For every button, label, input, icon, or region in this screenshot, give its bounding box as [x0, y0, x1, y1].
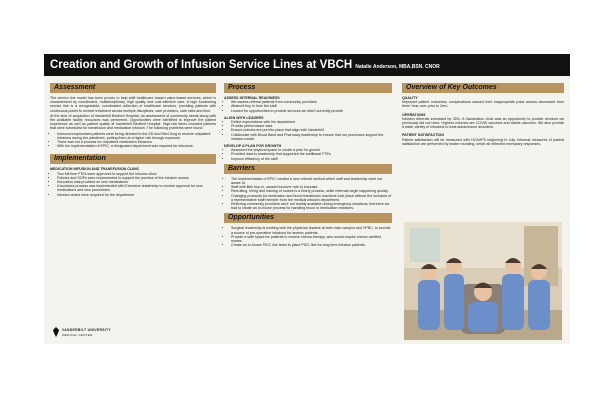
list-item: • Infusion chairs were acquired for the department: [57, 193, 216, 197]
list-item: • Policies and SOPs were implemented to support the practice of the infusion nurses: [57, 176, 216, 180]
poster-title: Creation and Growth of Infusion Service Lines at VBCH: [50, 59, 353, 71]
process-subheading: ASSESS INTERNAL READINESS: [224, 96, 280, 100]
list-item: • Provide a safe space for patients to receive chemo-therapy, who would require chemo certified nurses.: [231, 235, 392, 243]
list-item: • Collaborate with Blood Bank and Pharmacy leadership to ensure that our processes support the infusion model.: [231, 133, 392, 141]
process-body: [224, 96, 392, 161]
list-item: • There was not a process for outpatient medication infusions: [57, 140, 216, 144]
implementation-header: Implementation: [50, 154, 216, 164]
assessment-bullets: [50, 132, 216, 149]
list-item: • Attained buy in from the staff: [231, 104, 392, 108]
opportunities-bullets: [224, 226, 392, 247]
list-item: • Two full time FTEs were approved to support the infusion clinic: [57, 172, 216, 176]
list-item: • Referring community providers were not readily available during emergency situations, therefore we had to create an in-house process for handling blood or medication reactions.: [231, 202, 392, 210]
implementation-subheading: MEDICATION INFUSION AND TRANSFUSION CLINIC: [50, 167, 140, 172]
assessment-header: Assessment: [50, 83, 216, 93]
list-item: • Staff with little buy-in, caused turnover rate to increase.: [231, 185, 392, 189]
assessment-paragraph: The service line model has been proven to help shift healthcare toward value-based services, which is characterized by coordinated, multidisciplinary, high quality and cost-effective care. A high functioning service line is a recognizable, coordinated collection of healthcare services, providing patients with continuous points to receive treatment across multiple disciplines, care providers, care sites and time.: [50, 96, 216, 113]
outcomes-subheading: QUALITY: [402, 96, 418, 100]
implementation-bullets: [50, 172, 216, 197]
outcomes-text: Improved patient outcomes; complications caused from inappropriate ports access decreased from three Year-over-prior to Zero.: [402, 100, 564, 109]
opportunities-body: [224, 226, 392, 247]
barriers-header: Barriers: [224, 164, 392, 174]
logo-line-2: MEDICAL CENTER: [62, 333, 93, 337]
process-bullets: [224, 100, 392, 113]
outcomes-header: Overview of Key Outcomes: [402, 83, 564, 93]
list-item: • Recruiting, hiring and training of nurses is a timely process, while referrals begin happening quickly.: [231, 189, 392, 193]
process-subheading: ALIGN WITH LEADERS: [224, 115, 264, 120]
list-item: • Education was provided on new medications: [57, 180, 216, 184]
list-item: • Provided data to leadership that supported the additional FTEs: [231, 152, 392, 156]
assessment-body: [50, 96, 216, 148]
list-item: • Changing protocols for medication and blood transfusion reactions took place without the inclusion of a representative staff member from the medical infusion department.: [231, 194, 392, 202]
column-right: [402, 83, 564, 147]
outcomes-text: Patient satisfaction will be measured with HCAHPS beginning in July. Informal measures of patient satisfaction are performed by leader rounding, which all reflected exemplary responses.: [402, 137, 564, 146]
process-bullets: [224, 148, 392, 161]
process-subheading: DEVELOP A PLAN FOR GROWTH: [224, 144, 282, 149]
barriers-body: [224, 177, 392, 211]
list-item: • We assess referral patients from community providers: [231, 100, 392, 104]
list-item: • The implementation of EPIC created a new referral method which staff and leadership were not aware of.: [231, 177, 392, 185]
opportunities-header: Opportunities: [224, 213, 392, 223]
list-item: • Define expectations with the department: [231, 120, 392, 124]
outcomes-subheading: PATIENT SATISFACTION: [402, 133, 444, 138]
list-item: • Create an in-house PICC line team to place PICC line for long term infusion patients.: [231, 243, 392, 247]
logo-line-1: VANDERBILT UNIVERSITY: [62, 328, 111, 332]
list-item: • Ensure policies are put into place that align with Vanderbilt: [231, 128, 392, 132]
column-middle: [224, 83, 392, 247]
list-item: • Provide performance data: [231, 124, 392, 128]
list-item: • Surgical leadership is working with the physician leaders at both main campus and VPBC, to provide a source of pre-operative infusions for anemic patients.: [231, 226, 392, 234]
outcomes-body: [402, 96, 564, 146]
list-item: • Immunocompromised patients were being directed to the ED and Med Surg to receive outpatient infusions during the pandemic, putting them at a higher risk through exposure.: [57, 132, 216, 140]
process-bullets: [224, 120, 392, 141]
column-left: [50, 83, 216, 197]
footer-logo: [50, 326, 190, 340]
outcomes-subheading: OPERATIONS: [402, 112, 426, 117]
process-header: Process: [224, 83, 392, 93]
list-item: • Assessed the physical space to create a plan for growth: [231, 148, 392, 152]
list-item: • Looked for opportunities to provide services we didn't currently provide: [231, 109, 392, 113]
barriers-bullets: [224, 177, 392, 211]
list-item: • A business process was implemented with Executive leadership to receive approval for new medications and new procedures.: [57, 184, 216, 192]
list-item: • With the implementation of EPIC, a designated department was required for infusions.: [57, 144, 216, 148]
implementation-body: [50, 167, 216, 196]
poster: [44, 54, 570, 344]
outcomes-text: Infusion referrals increased by 35%. A Vaccination clinic was an opportunity to provide services we previously did not have. Highest volumes are COVID vaccines and rabies vaccines. We also provide a wider variety of infusions to treat autoimmune disorders.: [402, 116, 564, 130]
title-bar: [44, 54, 570, 76]
oak-leaf-icon: [52, 327, 60, 337]
assessment-paragraph-2: At the time of acquisition of Vanderbilt Bedford Hospital, an assessment of community needs along with the available facility resources was performed. Opportunities were identified to improve the patient experience as well as patient quality at Vanderbilt Bedford Hospital. High-risk items included patients that were scheduled for transfusion and medication infusion. The following problems were found.: [50, 113, 216, 131]
staff-photo: [404, 222, 562, 340]
poster-author: Natalie Anderson, MBA.BSN. CNOR: [355, 63, 440, 70]
list-item: • Improve efficiency of the staff: [231, 157, 392, 161]
